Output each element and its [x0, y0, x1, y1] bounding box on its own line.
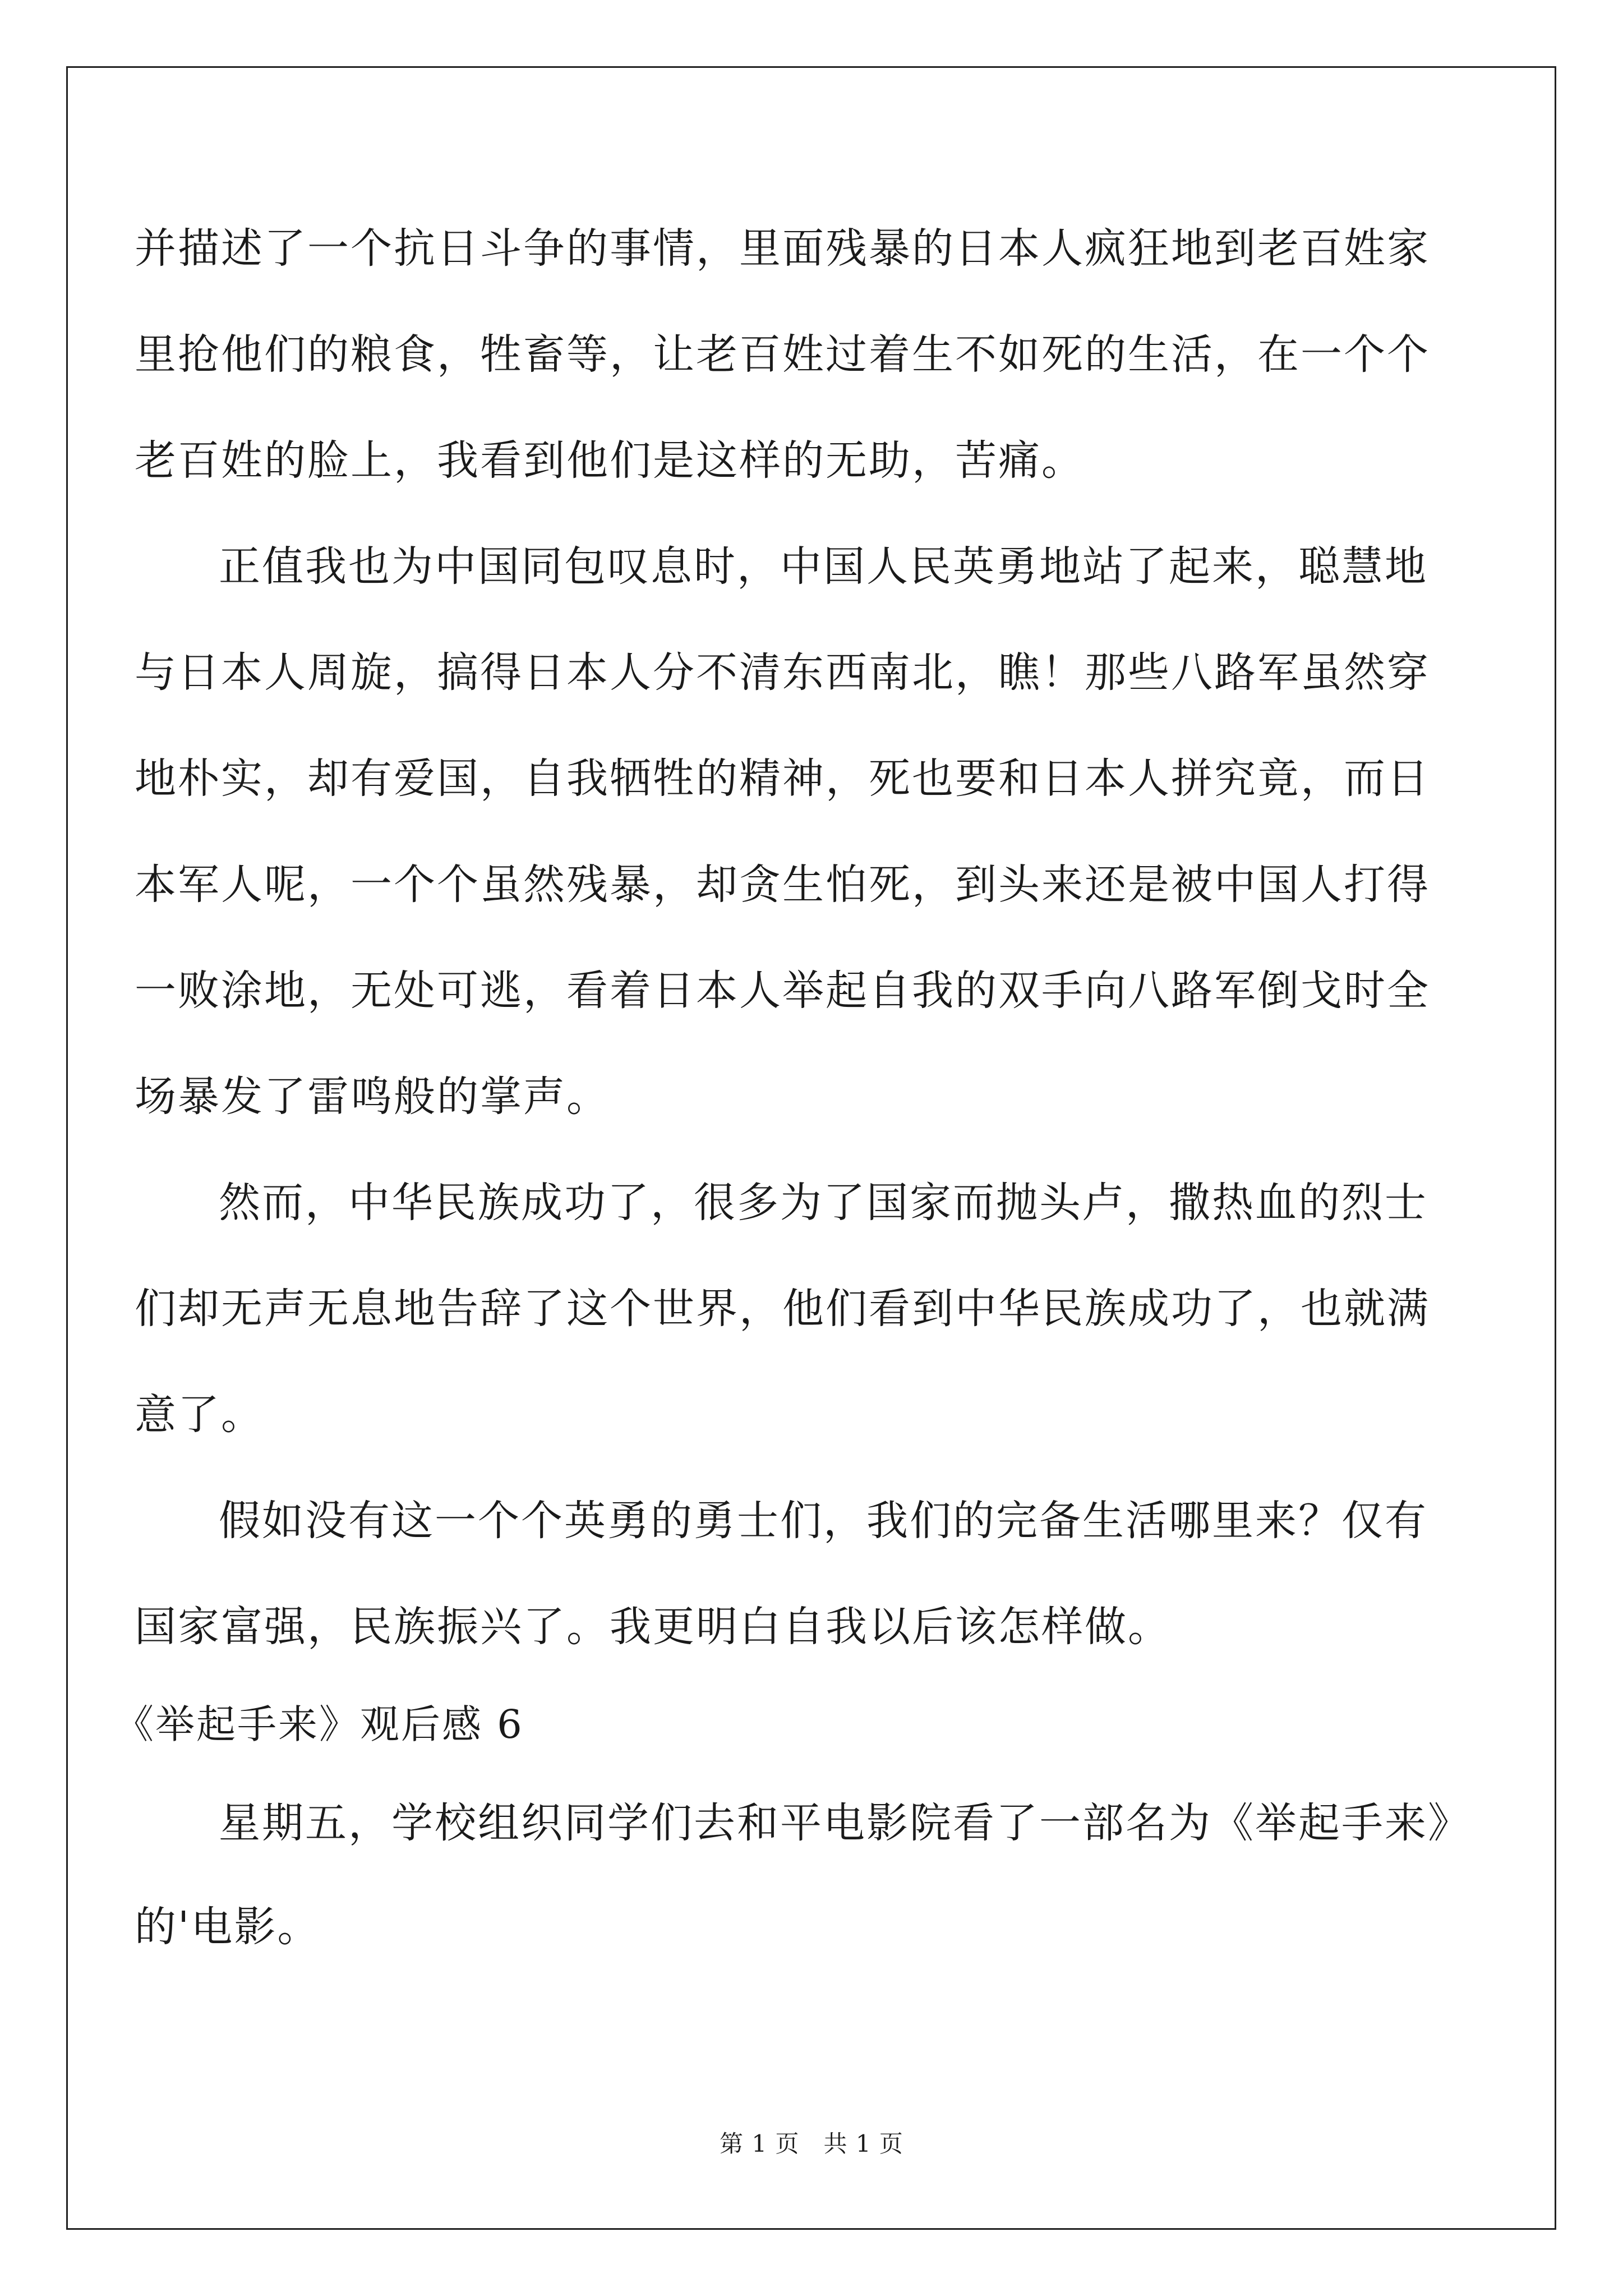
text-line: 的'电影。	[135, 1903, 321, 1951]
text-line: 国家富强，民族振兴了。我更明白自我以后该怎样做。	[135, 1603, 1171, 1651]
text-line: 里抢他们的粮食，牲畜等，让老百姓过着生不如死的生活，在一个个	[135, 330, 1430, 379]
text-line: 老百姓的脸上，我看到他们是这样的无助，苦痛。	[135, 436, 1085, 485]
text-line: 一败涂地，无处可逃，看着日本人举起自我的双手向八路军倒戈时全	[135, 967, 1430, 1015]
text-line: 们却无声无息地告辞了这个世界，他们看到中华民族成功了，也就满	[135, 1285, 1430, 1333]
text-line: 意了。	[135, 1391, 264, 1439]
text-line: 与日本人周旋，搞得日本人分不清东西南北，瞧！那些八路军虽然穿	[135, 648, 1430, 697]
paragraph-start-line: 然而，中华民族成功了，很多为了国家而抛头卢，撒热血的烈士	[219, 1179, 1428, 1227]
text-line: 本军人呢，一个个虽然残暴，却贪生怕死，到头来还是被中国人打得	[135, 861, 1430, 909]
section-heading: 《举起手来》观后感 6	[114, 1701, 524, 1747]
text-line: 场暴发了雷鸣般的掌声。	[135, 1073, 610, 1121]
text-line: 并描述了一个抗日斗争的事情，里面残暴的日本人疯狂地到老百姓家	[135, 224, 1430, 273]
paragraph-start-line: 假如没有这一个个英勇的勇士们，我们的完备生活哪里来？仅有	[219, 1497, 1428, 1545]
paragraph-start-line: 星期五，学校组织同学们去和平电影院看了一部名为《举起手来》	[219, 1799, 1471, 1847]
page-number-footer: 第 1 页 共 1 页	[720, 2130, 903, 2157]
text-line: 地朴实，却有爱国，自我牺牲的精神，死也要和日本人拼究竟，而日	[135, 754, 1430, 803]
paragraph-start-line: 正值我也为中国同包叹息时，中国人民英勇地站了起来，聪慧地	[219, 542, 1428, 591]
